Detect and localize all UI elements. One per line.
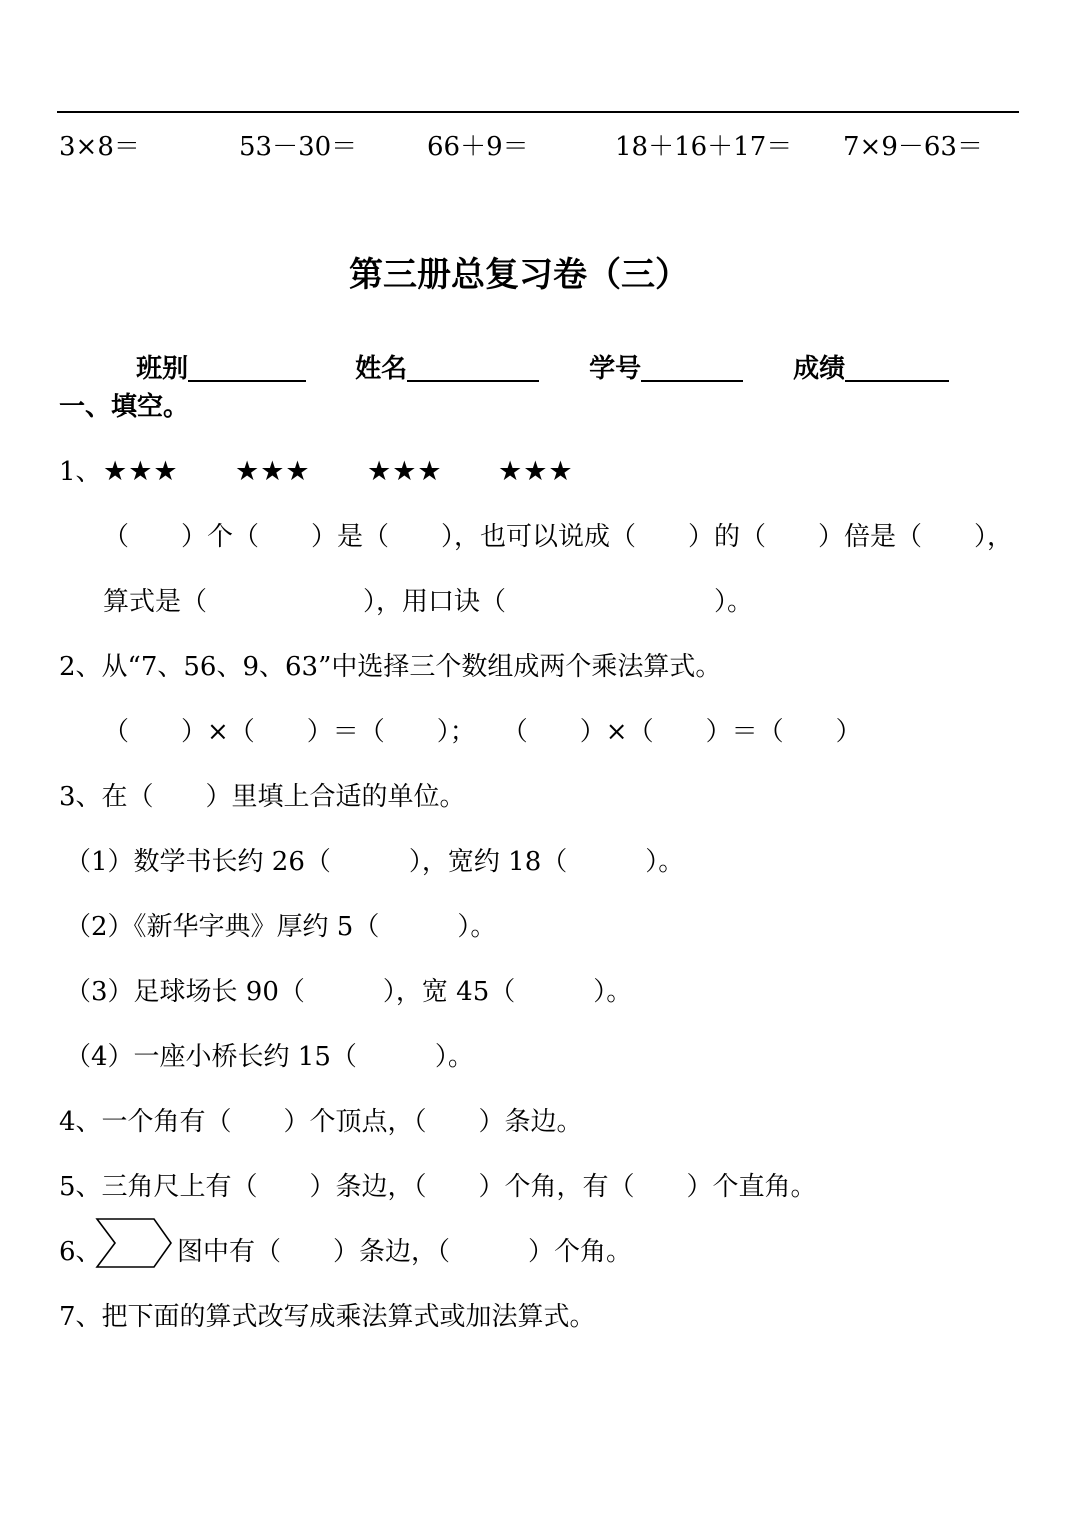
q7-text: 7、把下面的算式改写成乘法算式或加法算式。 xyxy=(59,1302,596,1332)
q6-text: 图中有（ ）条边，（ ）个角。 xyxy=(177,1237,633,1267)
q2-text: 2、从“7、56、9、63”中选择三个数组成两个乘法算式。 xyxy=(59,652,722,682)
class-blank xyxy=(188,354,306,382)
q3-text: 3、在（ ）里填上合适的单位。 xyxy=(59,782,466,812)
q2-line: （ ）×（ ）＝（ ）； （ ）×（ ）＝（ ） xyxy=(103,717,862,747)
id-blank xyxy=(641,354,743,382)
q1-line2: 算式是（ ），用口诀（ ）。 xyxy=(103,587,754,617)
q5-text: 5、三角尺上有（ ）条边，（ ）个角，有（ ）个直角。 xyxy=(59,1172,817,1202)
star-group-4: ★★★ xyxy=(498,456,574,487)
q3-item-3: （3）足球场长 90（ ），宽 45（ ）。 xyxy=(65,977,633,1007)
arithmetic-1: 3×8＝ xyxy=(59,132,140,162)
q4-text: 4、一个角有（ ）个顶点，（ ）条边。 xyxy=(59,1107,583,1137)
id-field xyxy=(571,328,743,382)
q3-item-2: （2）《新华字典》厚约 5（ ）。 xyxy=(65,912,497,942)
q1-number: 1、 xyxy=(59,457,102,487)
q6-number: 6、 xyxy=(59,1237,102,1267)
score-label: 成绩 xyxy=(793,354,846,384)
q3-item-4: （4）一座小桥长约 15（ ）。 xyxy=(65,1042,474,1072)
arithmetic-5: 7×9－63＝ xyxy=(843,132,983,162)
star-group-3: ★★★ xyxy=(367,456,443,487)
id-label: 学号 xyxy=(589,354,642,384)
star-group-2: ★★★ xyxy=(235,456,311,487)
arithmetic-4: 18＋16＋17＝ xyxy=(615,132,793,162)
chevron-shape-figure xyxy=(94,1216,174,1270)
score-field xyxy=(775,328,949,382)
score-blank xyxy=(845,354,949,382)
page-title: 第三册总复习卷（三） xyxy=(349,255,689,295)
name-label: 姓名 xyxy=(355,354,408,384)
q3-item-1: （1）数学书长约 26（ ），宽约 18（ ）。 xyxy=(65,847,685,877)
section-heading: 一、填空。 xyxy=(59,392,190,422)
arithmetic-2: 53－30＝ xyxy=(239,132,358,162)
name-field xyxy=(337,328,539,382)
arithmetic-3: 66＋9＝ xyxy=(427,132,529,162)
name-blank xyxy=(407,354,539,382)
top-rule xyxy=(57,111,1019,113)
class-field xyxy=(118,328,306,382)
class-label: 班别 xyxy=(136,354,189,384)
chevron-outline xyxy=(97,1219,171,1267)
q1-line1: （ ）个（ ）是（ ），也可以说成（ ）的（ ）倍是（ ）， xyxy=(103,522,1014,552)
star-group-1: ★★★ xyxy=(103,456,179,487)
